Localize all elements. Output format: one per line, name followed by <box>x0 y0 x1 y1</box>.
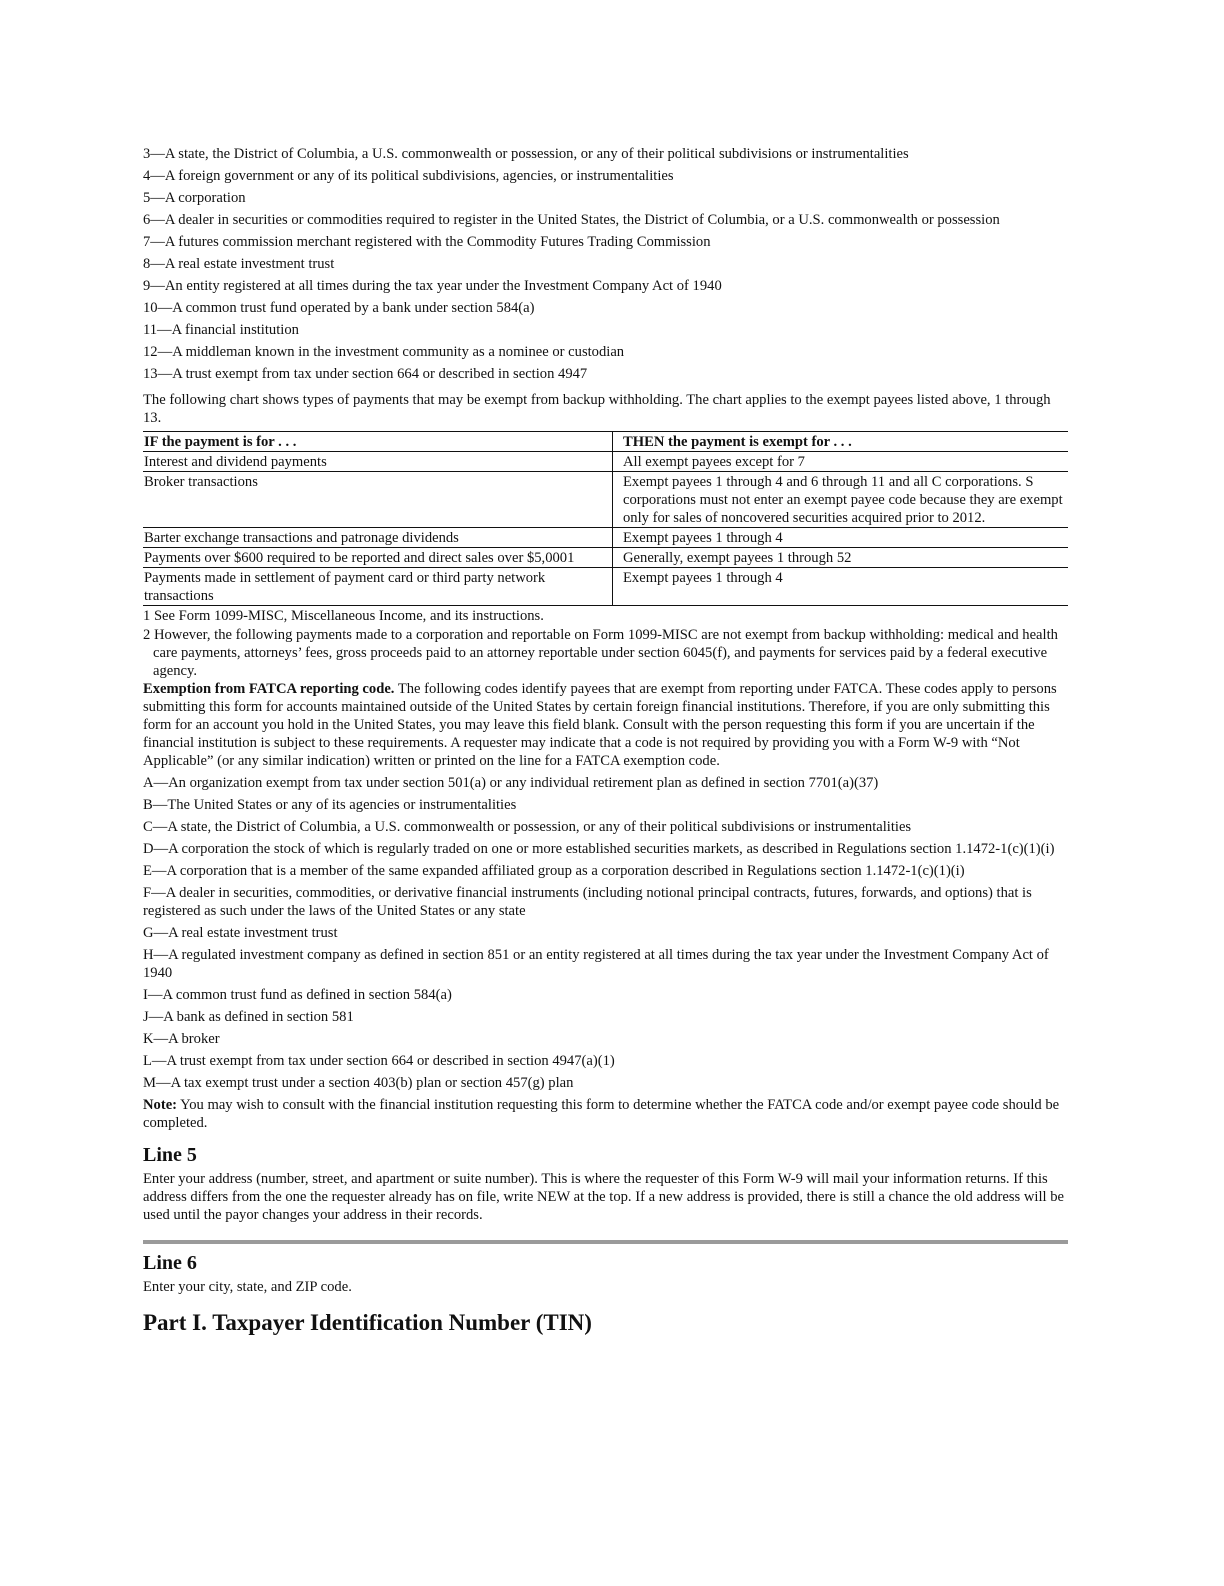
exempt-for-cell: All exempt payees except for 7 <box>623 454 805 470</box>
payee-code-item: 13—A trust exempt from tax under section 664 or described in section 4947 <box>143 366 588 382</box>
table-row <box>143 452 1068 472</box>
fatca-code-item: L—A trust exempt from tax under section 664 or described in section 4947(a)(1) <box>143 1053 615 1069</box>
fatca-code-item: B—The United States or any of its agencies or instrumentalities <box>143 797 517 813</box>
table-row <box>143 472 1068 528</box>
line5-text: Enter your address (number, street, and apartment or suite number). This is where the requester of this Form W-9 will mail your information returns. If this address differs from the one the requester already has on file, write NEW at the top. If a new address is provided, there is still a chance the old address will be used until the payor changes your address in their records. <box>143 1171 1064 1223</box>
payee-code-item: 4—A foreign government or any of its political subdivisions, agencies, or instrumentalities <box>143 168 674 184</box>
fatca-code-list <box>143 774 1068 1092</box>
exemption-table <box>143 431 1068 606</box>
fatca-code-item: F—A dealer in securities, commodities, or derivative financial instruments (including notional principal contracts, futures, forwards, and options) that is registered as such under the laws of the United States or any state <box>143 885 1032 919</box>
payment-type-cell: Payments over $600 required to be reported and direct sales over $5,0001 <box>143 548 613 568</box>
fatca-code-item: J—A bank as defined in section 581 <box>143 1009 354 1025</box>
part1-heading: Part I. Taxpayer Identification Number (TIN) <box>143 1310 592 1335</box>
fatca-code-item: M—A tax exempt trust under a section 403(b) plan or section 457(g) plan <box>143 1075 574 1091</box>
payee-code-item: 8—A real estate investment trust <box>143 256 335 272</box>
table-row <box>143 528 1068 548</box>
table-header-if: IF the payment is for . . . <box>143 432 613 452</box>
payment-type-cell: Barter exchange transactions and patronage dividends <box>143 528 613 548</box>
fatca-code-item: H—A regulated investment company as defined in section 851 or an entity registered at all times during the tax year under the Investment Company Act of 1940 <box>143 947 1049 981</box>
table-footnotes <box>143 607 1068 680</box>
table-header-row <box>143 432 1068 452</box>
fatca-paragraph <box>143 680 1068 770</box>
fatca-code-item: E—A corporation that is a member of the same expanded affiliated group as a corporation described in Regulations section 1.1472-1(c)(1)(i) <box>143 863 965 879</box>
document-content <box>143 145 1068 1336</box>
payee-code-item: 10—A common trust fund operated by a bank under section 584(a) <box>143 300 535 316</box>
line6-text: Enter your city, state, and ZIP code. <box>143 1279 352 1295</box>
payee-code-item: 7—A futures commission merchant registered with the Commodity Futures Trading Commission <box>143 234 711 250</box>
payment-type-cell: Interest and dividend payments <box>143 452 613 472</box>
fatca-code-item: A—An organization exempt from tax under section 501(a) or any individual retirement plan as defined in section 7701(a)(37) <box>143 775 879 791</box>
exempt-for-cell: Exempt payees 1 through 4 <box>623 530 783 546</box>
fatca-code-item: C—A state, the District of Columbia, a U.S. commonwealth or possession, or any of their political subdivisions or instrumentalities <box>143 819 912 835</box>
payee-code-item: 6—A dealer in securities or commodities required to register in the United States, the District of Columbia, or a U.S. commonwealth or possession <box>143 212 1000 228</box>
note-paragraph <box>143 1096 1068 1132</box>
payment-type-cell: Broker transactions <box>143 472 613 528</box>
line5-heading: Line 5 <box>143 1144 197 1166</box>
fatca-heading: Exemption from FATCA reporting code. <box>143 681 395 697</box>
section-divider <box>143 1240 1068 1244</box>
fatca-code-item: K—A broker <box>143 1031 220 1047</box>
payee-code-item: 5—A corporation <box>143 190 246 206</box>
exempt-for-cell: Exempt payees 1 through 4 and 6 through 11 and all C corporations. S corporations must not enter an exempt payee code because they are exempt only for sales of noncovered securities acquired prior to 2012. <box>623 474 1063 526</box>
table-header-then: THEN the payment is exempt for . . . <box>623 434 852 450</box>
fatca-code-item: D—A corporation the stock of which is regularly traded on one or more established securities markets, as described in Regulations section 1.1472-1(c)(1)(i) <box>143 841 1055 857</box>
fatca-code-item: G—A real estate investment trust <box>143 925 338 941</box>
line6-heading: Line 6 <box>143 1252 197 1274</box>
exempt-for-cell: Exempt payees 1 through 4 <box>623 570 783 586</box>
table-row <box>143 568 1068 606</box>
payee-code-item: 3—A state, the District of Columbia, a U.S. commonwealth or possession, or any of their political subdivisions or instrumentalities <box>143 146 909 162</box>
footnote: 2 However, the following payments made to a corporation and reportable on Form 1099-MISC are not exempt from backup withholding: medical and health care payments, attorneys’ fees, gross proceeds paid to an attorney reportable under section 6045(f), and payments for services paid by a federal executive agency. <box>143 627 1058 679</box>
fatca-code-item: I—A common trust fund as defined in section 584(a) <box>143 987 452 1003</box>
note-text: You may wish to consult with the financial institution requesting this form to determine whether the FATCA code and/or exempt payee code should be completed. <box>143 1097 1060 1131</box>
table-row <box>143 548 1068 568</box>
footnote: 1 See Form 1099-MISC, Miscellaneous Income, and its instructions. <box>143 608 544 624</box>
payee-code-item: 9—An entity registered at all times during the tax year under the Investment Company Act of 1940 <box>143 278 722 294</box>
payee-code-item: 11—A financial institution <box>143 322 299 338</box>
chart-intro: The following chart shows types of payments that may be exempt from backup withholding. The chart applies to the exempt payees listed above, 1 through 13. <box>143 392 1051 426</box>
exempt-payee-code-list <box>143 145 1068 383</box>
payment-type-cell: Payments made in settlement of payment card or third party network transactions <box>143 568 613 606</box>
exempt-for-cell: Generally, exempt payees 1 through 52 <box>623 550 852 566</box>
note-label: Note: <box>143 1097 178 1113</box>
fatca-text: The following codes identify payees that are exempt from reporting under FATCA. These codes apply to persons submitting this form for accounts maintained outside of the United States by certain foreign financial institutions. Therefore, if you are only submitting this form for an account you hold in the United States, you may leave this field blank. Consult with the person requesting this form if you are uncertain if the financial institution is subject to these requirements. A requester may indicate that a code is not required by providing you with a Form W-9 with “Not Applicable” (or any similar indication) written or printed on the line for a FATCA exemption code. <box>143 681 1057 769</box>
payee-code-item: 12—A middleman known in the investment community as a nominee or custodian <box>143 344 625 360</box>
